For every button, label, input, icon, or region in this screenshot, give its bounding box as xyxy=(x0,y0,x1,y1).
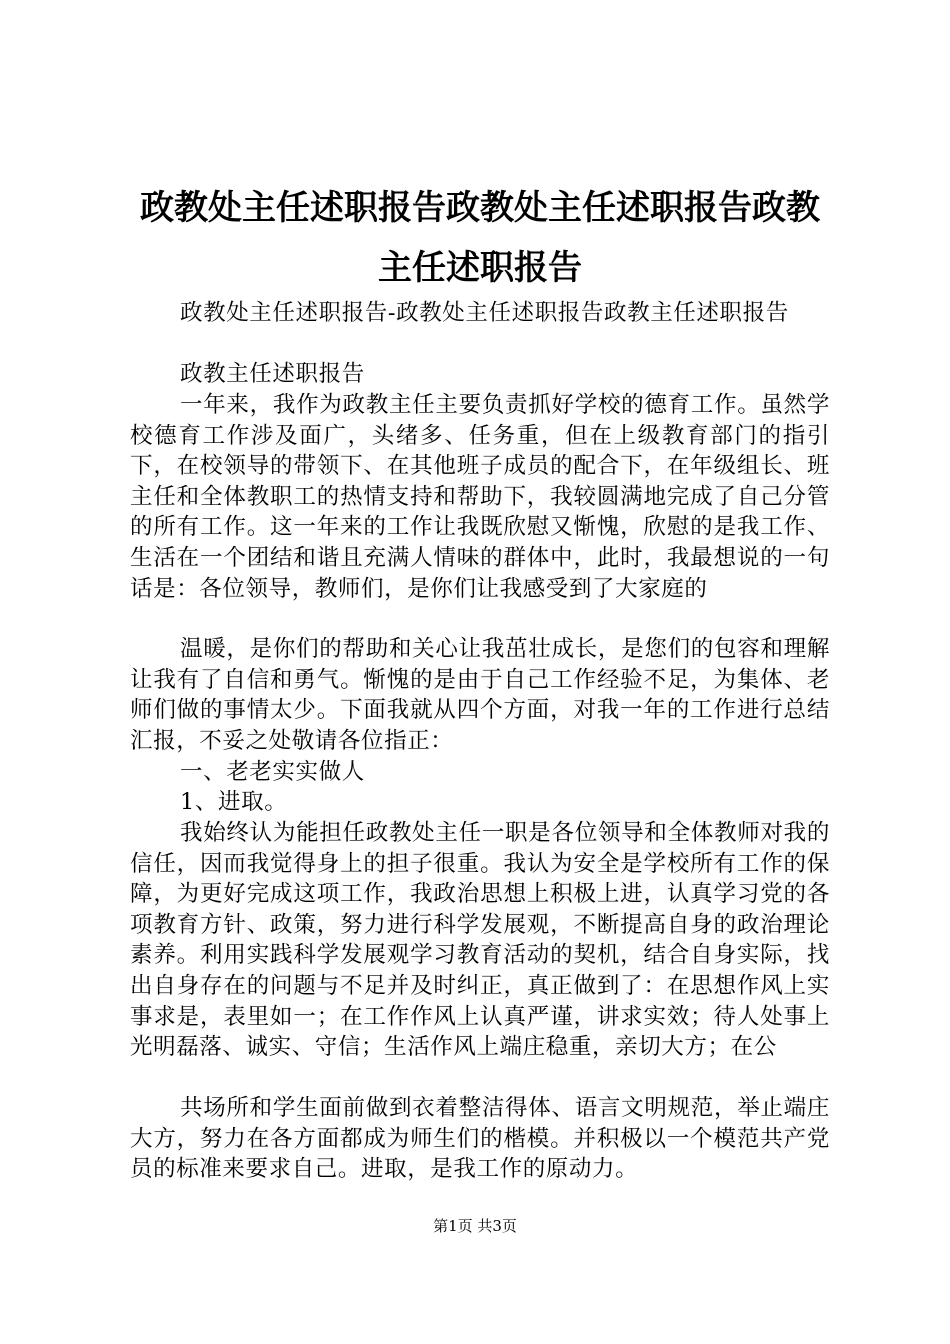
paragraph-subtitle: 政教处主任述职报告-政教处主任述职报告政教主任述职报告 xyxy=(180,300,789,326)
paragraph-body: 我始终认为能担任政教处主任一职是各位领导和全体教师对我的信任，因而我觉得身上的担子很重。我认为安全是学校所有工作的保障，为更好完成这项工作，我政治思想上积极上进，认真学习党的各项教育方针、政策，努力进行科学发展观，不断提高自身的政治理论素养。利用实践科学发展观学习教育活动的契机，结合自身实际，找出自身存在的问题与不足并及时纠正，真正做到了：在思想作风上实事求是，表里如一；在工作作风上认真严谨，讲求实效；待人处事上光明磊落、诚实、守信；生活作风上端庄稳重，亲切大方；在公 xyxy=(130,820,830,1061)
paragraph-heading: 政教主任述职报告 xyxy=(180,361,365,387)
document-title-line-1: 政教处主任述职报告政教处主任述职报告政教 xyxy=(140,188,820,228)
section-heading-1: 一、老老实实做人 xyxy=(180,759,365,785)
page-footer: 第1页 共3页 xyxy=(433,1217,517,1235)
document-title-line-2: 主任述职报告 xyxy=(378,248,582,288)
paragraph-intro: 一年来，我作为政教主任主要负责抓好学校的德育工作。虽然学校德育工作涉及面广，头绪多、任务重，但在上级教育部门的指引下，在校领导的带领下、在其他班子成员的配合下，在年级组长、班主任和全体教职工的热情支持和帮助下，我较圆满地完成了自己分管的所有工作。这一年来的工作让我既欣慰又惭愧，欣慰的是我工作、生活在一个团结和谐且充满人情味的群体中，此时，我最想说的一句话是：各位领导，教师们，是你们让我感受到了大家庭的 xyxy=(130,392,830,602)
subsection-heading-1: 1、进取。 xyxy=(180,789,288,815)
paragraph-body-continued: 共场所和学生面前做到衣着整洁得体、语言文明规范，举止端庄大方，努力在各方面都成为师生们的楷模。并积极以一个模范共产党员的标准来要求自己。进取，是我工作的原动力。 xyxy=(130,1095,830,1183)
paragraph-intro-continued: 温暖，是你们的帮助和关心让我茁壮成长，是您们的包容和理解让我有了自信和勇气。惭愧的是由于自己工作经验不足，为集体、老师们做的事情太少。下面我就从四个方面，对我一年的工作进行总结汇报，不妥之处敬请各位指正： xyxy=(130,636,830,754)
